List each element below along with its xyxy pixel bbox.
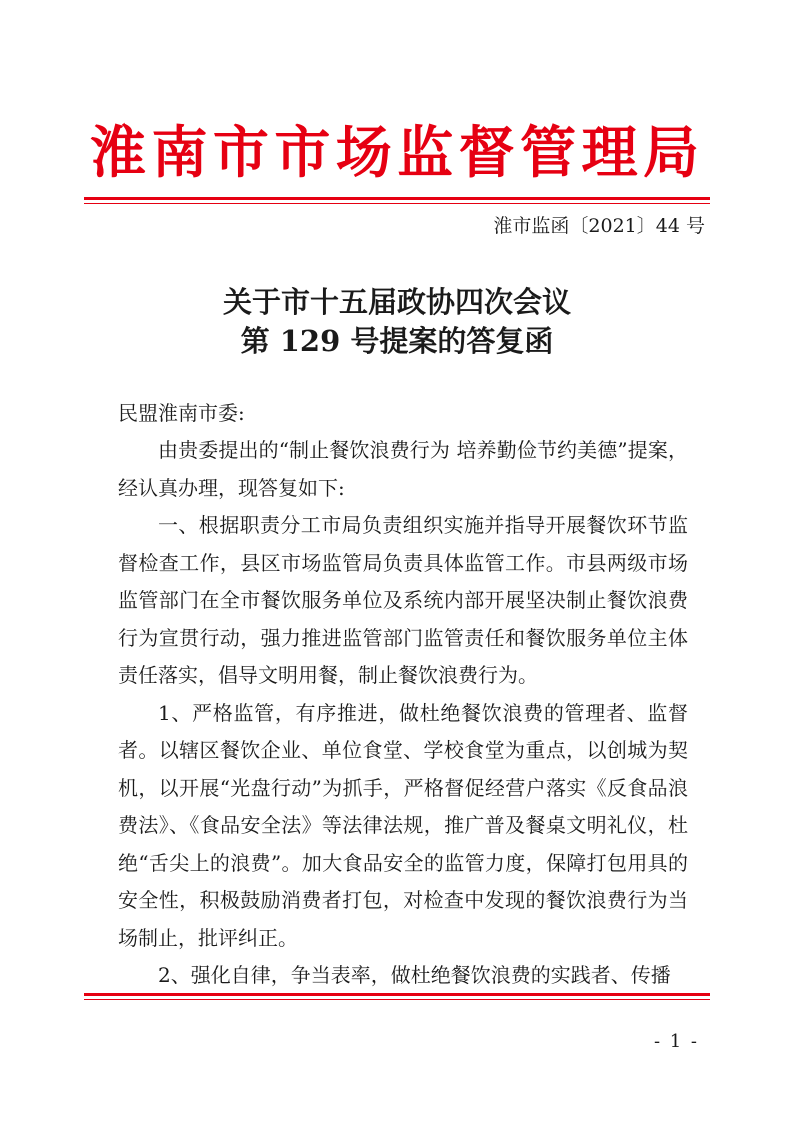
issuing-authority-header: 淮南市市场监督管理局	[90, 120, 703, 186]
red-divider-bottom	[84, 993, 710, 1000]
page-number: - 1 -	[653, 1031, 699, 1052]
paragraph-section-1: 一、根据职责分工市局负责组织实施并指导开展餐饮环节监督检查工作，县区市场监管局负责具体监管工作。市县两级市场监管部门在全市餐饮服务单位及系统内部开展坚决制止餐饮浪费行为宣贯行动，强力推进监管部门监管责任和餐饮服务单位主体责任落实，倡导文明用餐，制止餐饮浪费行为。	[118, 513, 688, 687]
paragraph-intro: 由贵委提出的“制止餐饮浪费行为 培养勤俭节约美德”提案，经认真办理，现答复如下:	[118, 438, 688, 500]
document-number: 淮市监函〔2021〕44 号	[493, 215, 705, 237]
red-divider-thin-line	[84, 203, 710, 204]
red-divider-thick-line	[84, 993, 710, 996]
paragraph-item-1: 1、严格监管，有序推进，做杜绝餐饮浪费的管理者、监督者。以辖区餐饮企业、单位食堂、学校食堂为重点，以创城为契机，以开展“光盘行动”为抓手，严格督促经营户落实《反食品浪费法》、《食品安全法》等法律法规，推广普及餐桌文明礼仪，杜绝“舌尖上的浪费”。加大食品安全的监管力度，保障打包用具的安全性，积极鼓励消费者打包，对检查中发现的餐饮浪费行为当场制止，批评纠正。	[118, 700, 688, 950]
red-divider-top	[84, 197, 710, 204]
document-title-line-1: 关于市十五届政协四次会议	[222, 285, 571, 319]
letter-body	[118, 432, 688, 995]
document-title-line-2: 第 129 号提案的答复函	[240, 324, 554, 358]
red-divider-thick-line	[84, 197, 710, 200]
red-divider-thin-line	[84, 999, 710, 1000]
salutation: 民盟淮南市委:	[118, 401, 245, 425]
paragraph-item-2: 2、强化自律，争当表率，做杜绝餐饮浪费的实践者、传播	[158, 963, 671, 987]
